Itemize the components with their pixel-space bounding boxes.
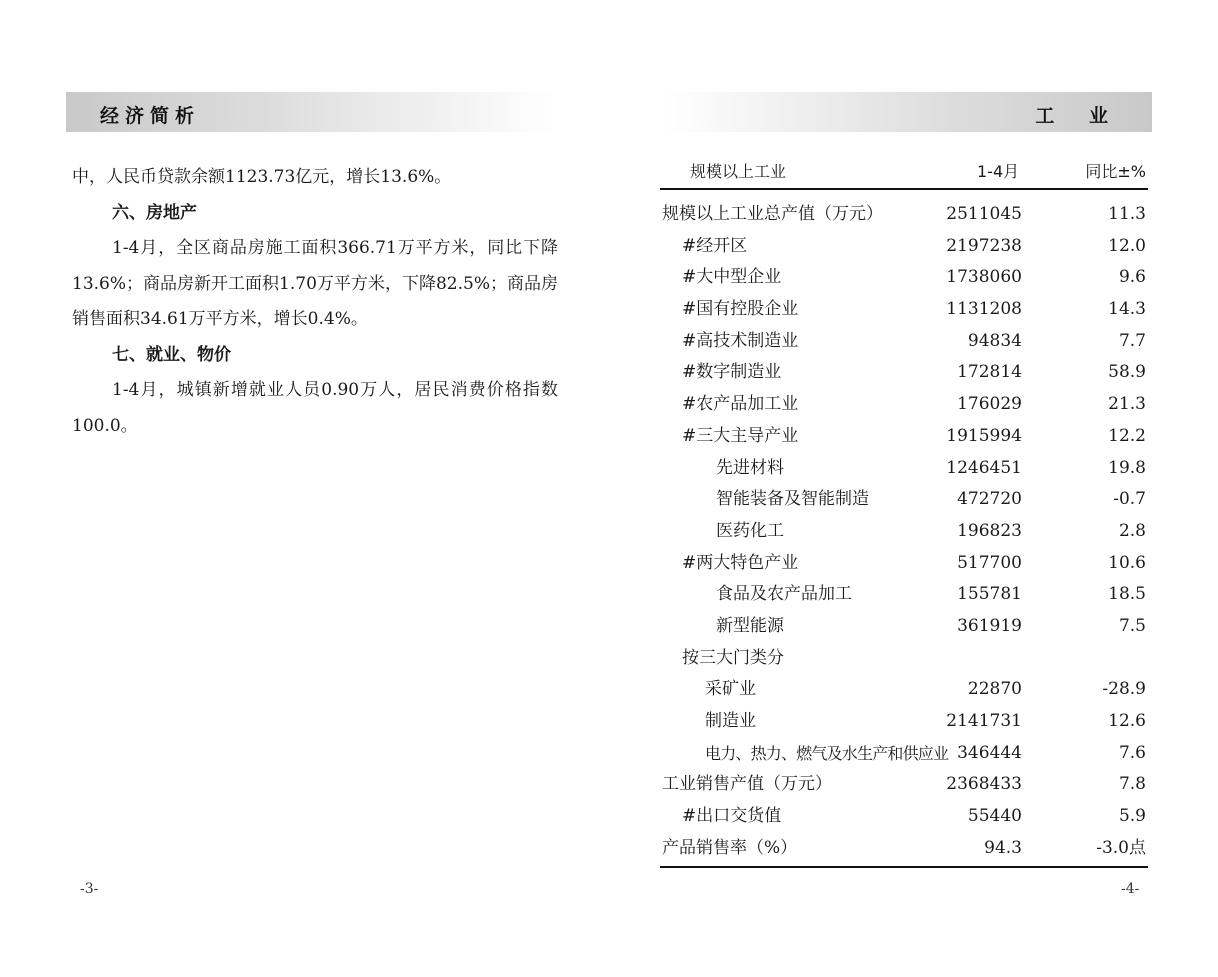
left-header-title: 经济简析: [100, 105, 201, 127]
row-value: 346444: [957, 742, 1022, 763]
table-header: [660, 150, 1148, 190]
row-label: 医药化工: [716, 520, 784, 541]
row-value: 172814: [957, 362, 1022, 383]
table-row: [660, 231, 1148, 263]
row-yoy: 7.6: [1118, 742, 1146, 763]
row-yoy: -0.7: [1113, 489, 1146, 510]
row-label: 智能装备及智能制造: [716, 489, 869, 510]
paragraph: 1-4月，全区商品房施工面积366.71万平方米，同比下降13.6%；商品房新开工面积1.70万平方米，下降82.5%；商品房销售面积34.61万平方米，增长0.4%。: [72, 238, 558, 329]
table-row: [660, 833, 1148, 865]
row-label: 工业销售产值（万元）: [662, 774, 832, 795]
table-row: [660, 389, 1148, 421]
row-value: 472720: [957, 489, 1022, 510]
row-value: 94834: [967, 330, 1022, 351]
row-label: 食品及农产品加工: [716, 584, 852, 605]
row-label: #出口交货值: [682, 806, 782, 827]
row-yoy: 12.6: [1108, 711, 1146, 731]
row-yoy: 9.6: [1118, 267, 1146, 288]
table-row: [660, 516, 1148, 548]
table-row: [660, 484, 1148, 516]
row-label: 按三大门类分: [682, 647, 784, 668]
row-yoy: 21.3: [1108, 394, 1146, 415]
row-yoy: 7.7: [1118, 330, 1146, 351]
table-row: [660, 579, 1148, 611]
left-body-text: [72, 160, 558, 444]
row-value: 2511045: [946, 204, 1022, 224]
row-value: 517700: [957, 552, 1022, 573]
row-value: 94.3: [984, 837, 1022, 858]
table-row: [660, 643, 1148, 675]
table-row: [660, 262, 1148, 294]
table-row: [660, 326, 1148, 358]
row-label: #国有控股企业: [682, 299, 799, 320]
row-yoy: 7.5: [1118, 615, 1146, 636]
paragraph: 中，人民币贷款余额1123.73亿元，增长13.6%。: [72, 167, 452, 187]
column-header-value: 1-4月: [977, 162, 1020, 181]
row-value: 1915994: [946, 425, 1022, 446]
row-yoy: 12.2: [1108, 425, 1146, 446]
row-yoy: 12.0: [1108, 235, 1146, 256]
table-row: [660, 738, 1148, 770]
table-row: [660, 199, 1148, 231]
column-header-item: 规模以上工业: [690, 162, 787, 181]
row-label: #大中型企业: [682, 267, 782, 288]
row-label: #数字制造业: [682, 362, 782, 383]
row-yoy: 18.5: [1108, 584, 1146, 605]
row-value: 155781: [957, 584, 1022, 605]
row-label: 制造业: [705, 711, 756, 731]
table-row: [660, 294, 1148, 326]
row-label: 规模以上工业总产值（万元）: [662, 204, 883, 224]
right-header-title: 工 业: [1035, 105, 1122, 127]
page-number-right: -4-: [1121, 881, 1140, 897]
industry-table: [660, 150, 1148, 868]
row-label: 新型能源: [716, 615, 784, 636]
table-row: [660, 769, 1148, 801]
section-heading: 六、房地产: [112, 202, 197, 223]
row-yoy: 58.9: [1108, 362, 1146, 383]
row-yoy: 10.6: [1108, 552, 1146, 573]
row-label: 电力、热力、燃气及水生产和供应业: [705, 743, 949, 763]
row-yoy: 14.3: [1108, 299, 1146, 320]
row-yoy: 19.8: [1108, 457, 1146, 478]
row-label: 产品销售率（%）: [662, 837, 798, 858]
left-header-bar: [66, 92, 556, 132]
table-row: [660, 674, 1148, 706]
row-value: 1738060: [946, 267, 1022, 288]
row-label: 先进材料: [716, 457, 784, 478]
row-label: #两大特色产业: [682, 552, 799, 573]
row-value: 2368433: [946, 774, 1022, 795]
table-row: [660, 548, 1148, 580]
row-value: 2141731: [946, 711, 1022, 731]
row-value: 196823: [957, 520, 1022, 541]
table-body: [660, 190, 1148, 864]
row-yoy: 11.3: [1108, 204, 1146, 224]
row-label: 采矿业: [705, 679, 756, 700]
row-value: 176029: [957, 394, 1022, 415]
row-label: #高技术制造业: [682, 330, 799, 351]
row-yoy: 5.9: [1118, 806, 1146, 827]
paragraph: 1-4月，城镇新增就业人员0.90万人，居民消费价格指数100.0。: [72, 380, 558, 436]
row-yoy: 2.8: [1118, 520, 1146, 541]
table-row: [660, 357, 1148, 389]
row-label: #农产品加工业: [682, 394, 799, 415]
row-value: 22870: [967, 679, 1022, 700]
row-value: 55440: [967, 806, 1022, 827]
row-value: 1131208: [946, 299, 1022, 320]
row-label: #经开区: [682, 235, 748, 256]
row-value: 2197238: [946, 235, 1022, 256]
column-header-yoy: 同比±%: [1085, 162, 1146, 181]
table-row: [660, 611, 1148, 643]
row-yoy: 7.8: [1118, 774, 1146, 795]
page-number-left: -3-: [80, 881, 99, 897]
right-header-bar: [662, 92, 1152, 132]
table-row: [660, 453, 1148, 485]
row-yoy: -28.9: [1102, 679, 1146, 700]
row-value: 361919: [957, 615, 1022, 636]
row-yoy: -3.0点: [1096, 837, 1146, 858]
table-row: [660, 421, 1148, 453]
table-row: [660, 706, 1148, 738]
table-row: [660, 801, 1148, 833]
row-value: 1246451: [946, 457, 1022, 478]
table-bottom-rule: [660, 866, 1148, 868]
row-label: #三大主导产业: [682, 425, 799, 446]
section-heading: 七、就业、物价: [112, 344, 231, 365]
